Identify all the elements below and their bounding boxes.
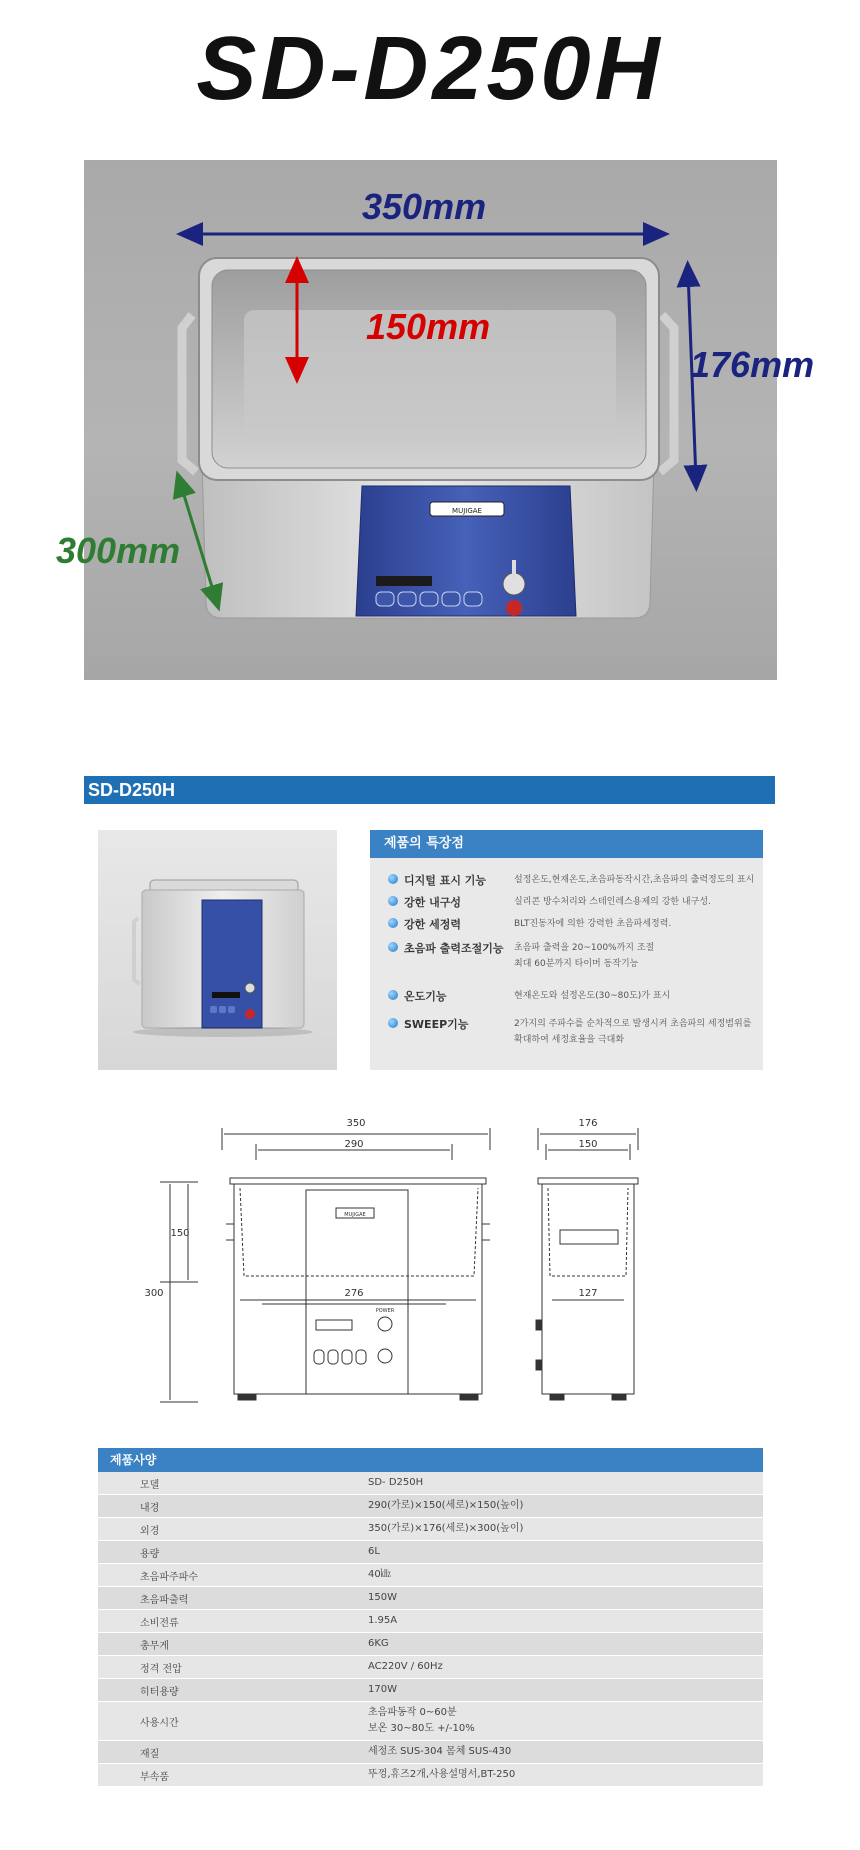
page-title: SD-D250H xyxy=(196,19,664,119)
dim-side-outer: 176 xyxy=(578,1118,598,1129)
section-title-bar: SD-D250H xyxy=(84,776,775,804)
dim-outer-height: 300 xyxy=(144,1288,164,1299)
spec-key: 사용시간 xyxy=(140,1717,179,1729)
spec-value xyxy=(368,1587,763,1609)
depth-label: 150mm xyxy=(366,306,491,347)
spec-value xyxy=(368,1518,763,1540)
spec-value-line: 290(가로)×150(세로)×150(높이) xyxy=(368,1500,524,1511)
spec-value-line: 170W xyxy=(368,1684,397,1695)
spec-value-line: 보온 30~80도 +/-10% xyxy=(368,1723,475,1734)
spec-value xyxy=(368,1541,763,1563)
spec-value-line: SD- D250H xyxy=(368,1477,424,1488)
spec-heading: 제품사양 xyxy=(98,1448,763,1472)
height-label: 176mm xyxy=(690,344,815,385)
spec-value-line: 초음파동작 0~60분 xyxy=(368,1707,457,1718)
spec-value-line: 1.95A xyxy=(368,1615,398,1626)
bullet-icon xyxy=(388,942,398,952)
ultrasonic-cleaner-thumbnail xyxy=(98,830,337,1070)
feature-name: 온도기능 xyxy=(404,990,447,1003)
feature-desc: 초음파 출력을 20~100%까지 조절 xyxy=(514,943,655,953)
feature-desc: 최대 60분까지 타이머 동작기능 xyxy=(514,959,639,969)
bullet-icon xyxy=(388,896,398,906)
feature-name: 디지털 표시 기능 xyxy=(404,874,487,887)
table-row xyxy=(98,1656,763,1679)
table-row xyxy=(98,1610,763,1633)
spec-value xyxy=(368,1472,763,1494)
spec-key: 소비전류 xyxy=(140,1617,179,1629)
dim-front-inner: 290 xyxy=(344,1139,364,1150)
feature-desc: 확대하여 세정효율을 극대화 xyxy=(514,1035,625,1045)
spec-value xyxy=(368,1495,763,1517)
spec-value-line: 세정조 SUS-304 몸체 SUS-430 xyxy=(368,1746,512,1757)
spec-key: 부속품 xyxy=(140,1771,169,1783)
bullet-icon xyxy=(388,918,398,928)
bullet-icon xyxy=(388,1018,398,1028)
dim-side-bottom: 127 xyxy=(578,1288,598,1299)
feature-desc: 2가지의 주파수를 순차적으로 발생시켜 초음파의 세정범위를 xyxy=(514,1019,752,1029)
feature-desc: 설정온도,현재온도,초음파동작시간,초음파의 출력정도의 표시 xyxy=(514,875,755,885)
spec-key: 용량 xyxy=(140,1548,160,1560)
spec-key: 재질 xyxy=(140,1748,160,1760)
feature-name: 강한 세정력 xyxy=(404,918,461,931)
feature-name: 강한 내구성 xyxy=(404,896,461,909)
table-row xyxy=(98,1741,763,1764)
length-label: 300mm xyxy=(56,530,181,571)
spec-value-line: 150W xyxy=(368,1592,397,1603)
spec-key: 외경 xyxy=(140,1525,160,1537)
spec-key: 내경 xyxy=(140,1502,160,1514)
feature-desc: BLT진동자에 의한 강력한 초음파세정력. xyxy=(514,919,672,929)
spec-value-line: 350(가로)×176(세로)×300(높이) xyxy=(368,1523,524,1534)
bullet-icon xyxy=(388,990,398,1000)
table-row xyxy=(98,1679,763,1702)
table-row xyxy=(98,1633,763,1656)
dim-inner-depth: 150 xyxy=(170,1228,190,1239)
spec-table xyxy=(98,1448,763,1787)
spec-value xyxy=(368,1610,763,1632)
spec-value xyxy=(368,1633,763,1655)
table-row xyxy=(98,1564,763,1587)
product-photo-with-dimensions xyxy=(84,160,777,680)
dim-front-outer: 350 xyxy=(346,1118,366,1129)
feature-desc: 실리콘 방수처리와 스테인레스용제의 강한 내구성. xyxy=(514,897,711,907)
spec-key: 정격 전압 xyxy=(140,1663,182,1675)
spec-key: 모델 xyxy=(140,1479,160,1491)
spec-key: 총무게 xyxy=(140,1640,169,1652)
features-heading: 제품의 특장점 xyxy=(370,830,763,858)
table-row xyxy=(98,1764,763,1787)
drawing-plate-label: MUJIGAE xyxy=(344,1212,366,1218)
table-row xyxy=(98,1702,763,1741)
spec-value xyxy=(368,1702,763,1740)
spec-key: 초음파출력 xyxy=(140,1594,189,1606)
spec-key: 초음파주파수 xyxy=(140,1571,198,1583)
spec-value xyxy=(368,1656,763,1678)
spec-value xyxy=(368,1741,763,1763)
feature-desc: 현재온도와 설정온도(30~80도)가 표시 xyxy=(514,991,671,1001)
brand-plate-text: MUJIGAE xyxy=(452,507,482,515)
power-label: POWER xyxy=(375,1308,395,1314)
spec-value-line: 6KG xyxy=(368,1638,389,1649)
width-label: 350mm xyxy=(362,186,487,227)
bullet-icon xyxy=(388,874,398,884)
feature-name: SWEEP기능 xyxy=(404,1018,469,1031)
spec-value xyxy=(368,1564,763,1586)
table-row xyxy=(98,1541,763,1564)
spec-value-line: 뚜껑,휴즈2개,사용설명서,BT-250 xyxy=(368,1769,516,1780)
table-row xyxy=(98,1472,763,1495)
spec-value xyxy=(368,1764,763,1786)
spec-value xyxy=(368,1679,763,1701)
spec-value-line: 6L xyxy=(368,1546,380,1557)
spec-value-line: AC220V / 60Hz xyxy=(368,1661,443,1672)
spec-key: 히터용량 xyxy=(140,1686,179,1698)
table-row xyxy=(98,1587,763,1610)
product-thumbnail xyxy=(98,830,337,1070)
spec-value-line: 40㎑ xyxy=(368,1569,391,1580)
table-row xyxy=(98,1518,763,1541)
spec-rows xyxy=(98,1472,763,1787)
dim-bottom-width: 276 xyxy=(344,1288,364,1299)
feature-name: 초음파 출력조절기능 xyxy=(404,942,504,955)
ultrasonic-cleaner-illustration xyxy=(84,160,777,680)
technical-drawing xyxy=(140,1110,740,1420)
dim-side-inner: 150 xyxy=(578,1139,598,1150)
features-panel xyxy=(370,830,763,1070)
table-row xyxy=(98,1495,763,1518)
